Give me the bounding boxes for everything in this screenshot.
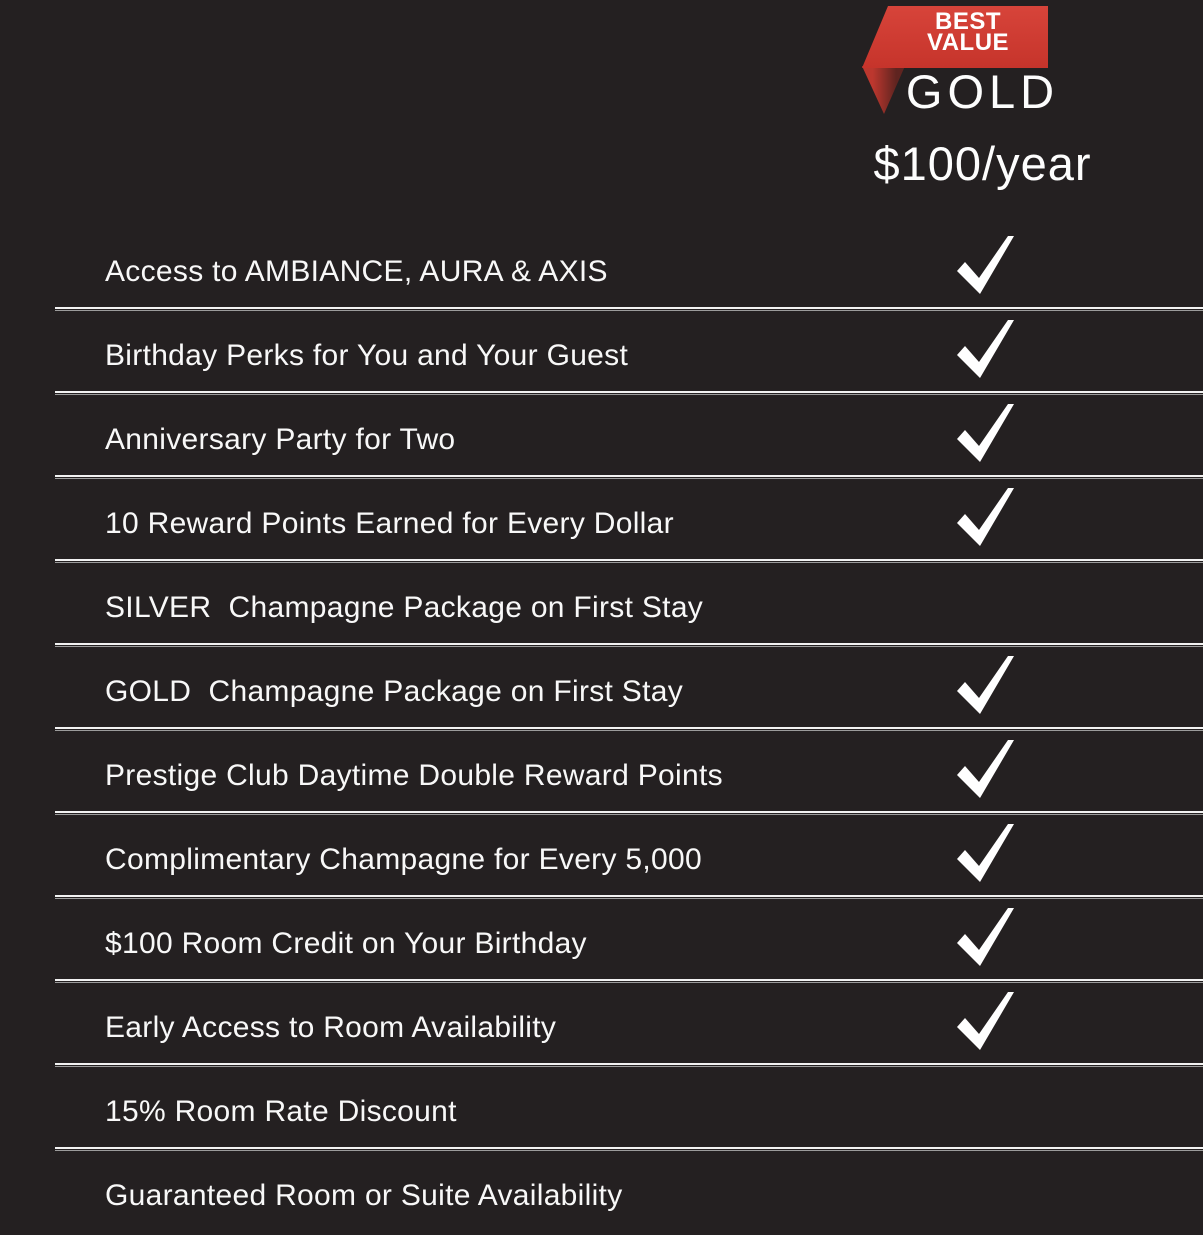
feature-row bbox=[0, 983, 1203, 1067]
feature-row bbox=[0, 563, 1203, 647]
feature-label: 10 Reward Points Earned for Every Dollar bbox=[105, 506, 674, 540]
feature-row bbox=[0, 1067, 1203, 1151]
feature-label: Birthday Perks for You and Your Guest bbox=[105, 338, 629, 372]
feature-label: Early Access to Room Availability bbox=[105, 1010, 557, 1044]
checkmark-icon bbox=[956, 824, 1018, 886]
badge-line1: BEST bbox=[934, 8, 1001, 35]
feature-row bbox=[0, 647, 1203, 731]
feature-row bbox=[0, 311, 1203, 395]
plan-price: $100/year bbox=[873, 137, 1092, 190]
feature-label: $100 Room Credit on Your Birthday bbox=[105, 926, 587, 960]
feature-table bbox=[0, 227, 1203, 1235]
feature-label: Prestige Club Daytime Double Reward Points bbox=[105, 758, 723, 792]
feature-row bbox=[0, 479, 1203, 563]
feature-row bbox=[0, 395, 1203, 479]
feature-row bbox=[0, 731, 1203, 815]
checkmark-icon bbox=[956, 908, 1018, 970]
checkmark-icon bbox=[956, 740, 1018, 802]
checkmark-icon bbox=[956, 992, 1018, 1054]
checkmark-icon bbox=[956, 488, 1018, 550]
feature-row bbox=[0, 815, 1203, 899]
checkmark-icon bbox=[956, 236, 1018, 298]
feature-label: Guaranteed Room or Suite Availability bbox=[105, 1178, 623, 1212]
checkmark-icon bbox=[956, 404, 1018, 466]
feature-label: SILVER Champagne Package on First Stay bbox=[105, 590, 704, 624]
feature-label: GOLD Champagne Package on First Stay bbox=[105, 674, 684, 708]
badge-line2: VALUE bbox=[926, 29, 1010, 56]
feature-label: Access to AMBIANCE, AURA & AXIS bbox=[105, 254, 608, 288]
plan-name: GOLD bbox=[905, 65, 1060, 118]
checkmark-icon bbox=[956, 656, 1018, 718]
plan-header bbox=[0, 0, 1203, 227]
checkmark-icon bbox=[956, 320, 1018, 382]
feature-label: 15% Room Rate Discount bbox=[105, 1094, 457, 1128]
feature-row bbox=[0, 227, 1203, 311]
feature-row bbox=[0, 1151, 1203, 1235]
feature-label: Complimentary Champagne for Every 5,000 bbox=[105, 842, 702, 876]
feature-label: Anniversary Party for Two bbox=[105, 422, 456, 456]
feature-row bbox=[0, 899, 1203, 983]
